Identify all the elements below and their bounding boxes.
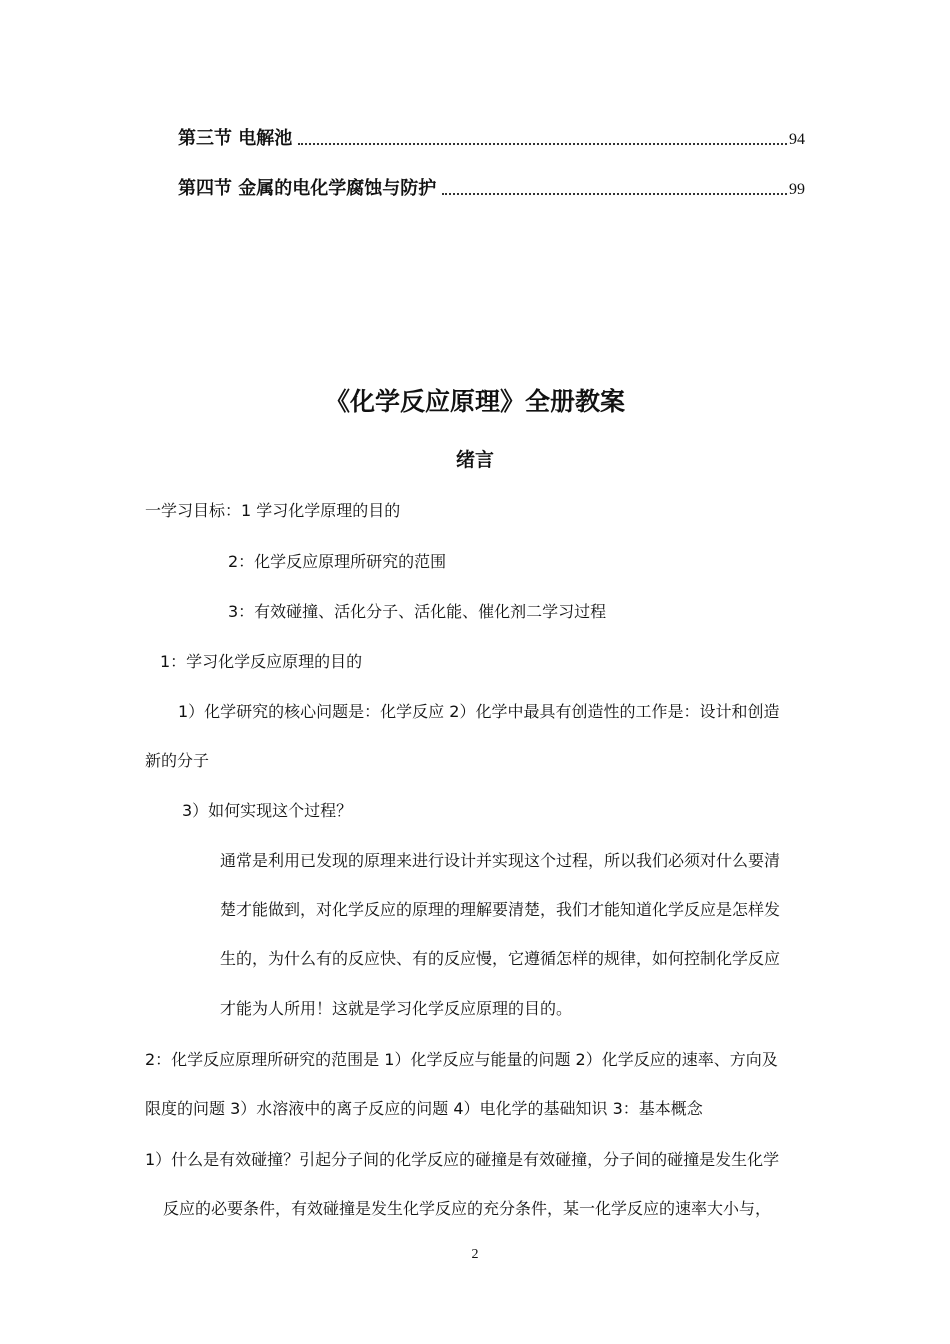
body-line: 1）化学研究的核心问题是：化学反应 2）化学中最具有创造性的工作是：设计和创造 [178,702,780,721]
body-line: 3：有效碰撞、活化分子、活化能、催化剂二学习过程 [228,602,607,621]
body-line: 1）什么是有效碰撞？引起分子间的化学反应的碰撞是有效碰撞，分子间的碰撞是发生化学 [145,1150,780,1169]
toc-dot-leader [298,143,787,145]
body-line: 一学习目标：1 学习化学原理的目的 [145,501,401,520]
body-line: 生的，为什么有的反应快、有的反应慢，它遵循怎样的规律，如何控制化学反应 [220,949,781,968]
body-line: 反应的必要条件，有效碰撞是发生化学反应的充分条件，某一化学反应的速率大小与， [163,1199,772,1218]
body-line: 楚才能做到，对化学反应的原理的理解要清楚，我们才能知道化学反应是怎样发 [220,900,781,919]
body-line: 2：化学反应原理所研究的范围 [228,552,447,571]
document-title: 《化学反应原理》全册教案 [324,387,625,416]
toc-entry-page: 99 [789,181,805,198]
toc-entry-page: 94 [789,131,805,148]
body-line: 新的分子 [145,751,210,770]
toc-entry-electrolytic-cell[interactable] [178,122,805,150]
toc-entry-title: 第四节 金属的电化学腐蚀与防护 [178,178,437,199]
toc-entry-title: 第三节 电解池 [178,128,293,149]
body-line: 1：学习化学反应原理的目的 [160,652,363,671]
section-heading: 绪言 [455,449,494,471]
body-line: 通常是利用已发现的原理来进行设计并实现这个过程，所以我们必须对什么要清 [220,851,781,870]
body-line: 才能为人所用！这就是学习化学反应原理的目的。 [220,999,573,1018]
body-line: 限度的问题 3）水溶液中的离子反应的问题 4）电化学的基础知识 3：基本概念 [145,1099,703,1118]
body-line: 2：化学反应原理所研究的范围是 1）化学反应与能量的问题 2）化学反应的速率、方向及 [145,1050,778,1069]
toc-dot-leader [442,193,787,195]
page-number: 2 [471,1247,479,1262]
body-line: 3）如何实现这个过程？ [182,801,353,820]
toc-entry-corrosion-protection[interactable] [178,172,805,200]
